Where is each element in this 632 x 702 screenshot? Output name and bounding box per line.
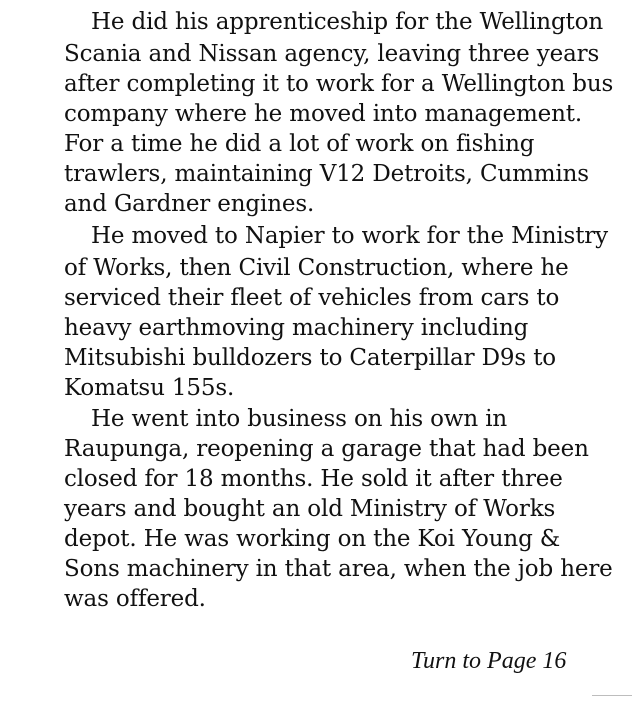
paragraph-2-line-3: serviced their fleet of vehicles from cars to [64, 285, 560, 311]
paragraph-1-line-3: after completing it to work for a Wellington bus [64, 71, 614, 97]
paragraph-1-line-6: trawlers, maintaining V12 Detroits, Cummins [64, 161, 589, 187]
paragraph-3-line-3: closed for 18 months. He sold it after three [64, 466, 563, 492]
paragraph-3-line-2: Raupunga, reopening a garage that had been [64, 436, 589, 462]
paragraph-2-line-2: of Works, then Civil Construction, where he [64, 255, 569, 281]
paragraph-1-line-2: Scania and Nissan agency, leaving three years [64, 41, 600, 67]
paragraph-3-line-7: was offered. [64, 586, 206, 612]
paragraph-1-line-4: company where he moved into management. [64, 101, 583, 127]
paragraph-2-line-1: He moved to Napier to work for the Ministry [91, 223, 608, 249]
bottom-edge-rule [592, 695, 632, 696]
paragraph-2-line-6: Komatsu 155s. [64, 375, 235, 401]
paragraph-2-line-5: Mitsubishi bulldozers to Caterpillar D9s to [64, 345, 556, 371]
paragraph-2-line-4: heavy earthmoving machinery including [64, 315, 529, 341]
paragraph-1-line-1: He did his apprenticeship for the Wellington [91, 9, 603, 35]
paragraph-3-line-4: years and bought an old Ministry of Works [64, 496, 556, 522]
paragraph-3-line-5: depot. He was working on the Koi Young & [64, 526, 561, 552]
paragraph-1-line-5: For a time he did a lot of work on fishing [64, 131, 535, 157]
paragraph-3-line-6: Sons machinery in that area, when the job here [64, 556, 613, 582]
paragraph-1-line-7: and Gardner engines. [64, 191, 315, 217]
turn-to-page-label: Turn to Page 16 [411, 648, 567, 674]
paragraph-3-line-1: He went into business on his own in [91, 406, 508, 432]
